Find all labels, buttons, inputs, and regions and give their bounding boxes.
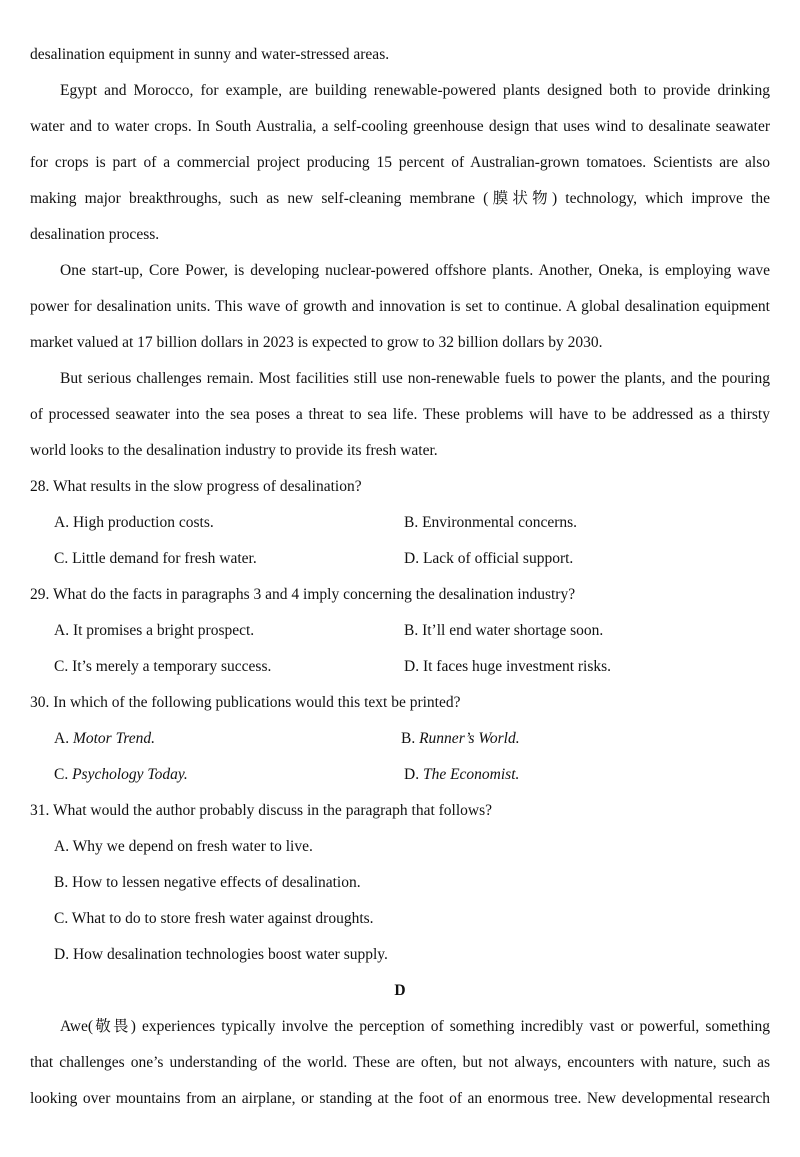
text-line: water and to water crops. In South Australia, a self-cooling greenhouse design that uses wind to desalinate seawater [30,118,770,135]
passage-c [30,37,770,469]
text-line: of processed seawater into the sea poses a threat to sea life. These problems will have to be addressed as a thirsty [30,406,770,423]
text-line: making major breakthroughs, such as new self-cleaning membrane (膜状物) technology, which improve the [30,190,770,207]
option-c [54,766,188,783]
question-28 [30,469,770,577]
text-line: looking over mountains from an airplane, or standing at the foot of an enormous tree. New developmental research [30,1090,770,1107]
option-row [30,541,770,577]
text-line: Egypt and Morocco, for example, are building renewable-powered plants designed both to provide drinking [60,82,770,99]
question-31 [30,793,770,973]
option-letter: D. [404,766,420,783]
option-title: The Economist. [422,766,520,783]
option-row [30,649,770,685]
text-line: world looks to the desalination industry to provide its fresh water. [30,442,438,459]
option-title: Runner’s World. [419,730,520,747]
text-line: for crops is part of a commercial project producing 15 percent of Australian-grown tomatoes. Scientists are also [30,154,770,171]
option-b: B. How to lessen negative effects of desalination. [54,874,361,891]
option-c: C. Little demand for fresh water. [54,550,257,567]
option-d: D. It faces huge investment risks. [404,658,612,675]
section-heading: D [394,982,406,999]
option-row [30,505,770,541]
question-30 [30,685,770,793]
text-line: desalination equipment in sunny and water-stressed areas. [30,46,390,63]
option-a [54,730,155,747]
text-line: that challenges one’s understanding of the world. These are often, but not always, encounters with nature, such as [30,1054,770,1071]
option-b: B. Environmental concerns. [404,514,578,531]
text-line: Awe(敬畏) experiences typically involve the perception of something incredibly vast or powerful, something [60,1018,770,1035]
text-line: power for desalination units. This wave of growth and innovation is set to continue. A global desalination equipment [30,298,770,315]
question-stem: 31. What would the author probably discuss in the paragraph that follows? [30,802,493,819]
text-line: desalination process. [30,226,160,243]
question-stem: 29. What do the facts in paragraphs 3 and 4 imply concerning the desalination industry? [30,586,576,603]
option-d [404,757,519,793]
option-a: A. Why we depend on fresh water to live. [54,838,313,855]
question-stem: 30. In which of the following publications would this text be printed? [30,694,461,711]
option-d: D. Lack of official support. [404,550,574,567]
option-a: A. High production costs. [54,514,214,531]
option-letter: A. [54,730,70,747]
option-b: B. It’ll end water shortage soon. [404,622,604,639]
question-29 [30,577,770,685]
option-c: C. It’s merely a temporary success. [54,658,272,675]
option-d: D. How desalination technologies boost water supply. [54,946,388,963]
option-row [30,721,770,757]
option-row [30,757,770,793]
option-b [401,721,520,757]
option-c: C. What to do to store fresh water against droughts. [54,910,374,927]
passage-d [30,973,770,1117]
option-letter: B. [401,730,416,747]
option-a: A. It promises a bright prospect. [54,622,255,639]
text-line: But serious challenges remain. Most facilities still use non-renewable fuels to power the plants, and the pouring [60,370,770,387]
text-line: One start-up, Core Power, is developing nuclear-powered offshore plants. Another, Oneka, is employing wave [60,262,770,279]
document-page [30,37,770,1117]
option-letter: C. [54,766,69,783]
option-title: Motor Trend. [72,730,156,747]
question-stem: 28. What results in the slow progress of desalination? [30,478,362,495]
option-title: Psychology Today. [72,766,188,783]
text-line: market valued at 17 billion dollars in 2023 is expected to grow to 32 billion dollars by 2030. [30,334,603,351]
option-row [30,613,770,649]
